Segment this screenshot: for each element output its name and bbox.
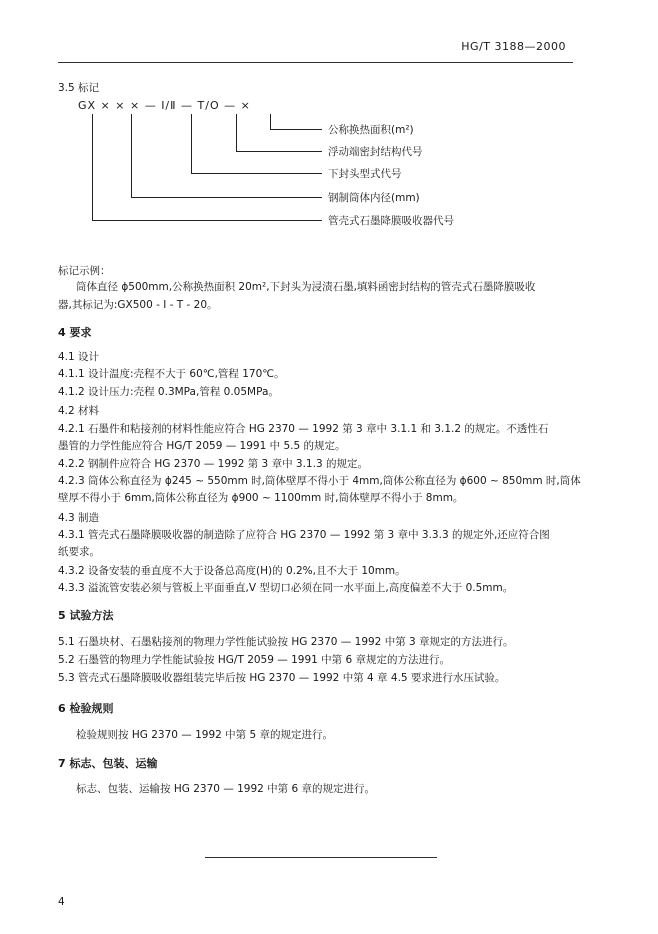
- header-rule: [58, 62, 573, 63]
- clause-4-3-3: 4.3.3 溢流管安装必须与管板上平面垂直,V 型切口必须在同一水平面上,高度偏差不大于 0.5mm。: [58, 582, 514, 594]
- section-6-heading: 6 检验规则: [58, 702, 114, 715]
- clause-4-3-2: 4.3.2 设备安装的垂直度不大于设备总高度(H)的 0.2%,且不大于 10mm。: [58, 565, 406, 577]
- clause-4-2-2: 4.2.2 钢制件应符合 HG 2370 — 1992 第 3 章中 3.1.3 的规定。: [58, 458, 368, 470]
- clause-4-2-1-line-1: 4.2.1 石墨件和粘接剂的材料性能应符合 HG 2370 — 1992 第 3 章中 3.1.1 和 3.1.2 的规定。不透性石: [58, 423, 549, 435]
- example-line-1: 筒体直径 ϕ500mm,公称换热面积 20m²,下封头为浸渍石墨,填料函密封结构的管壳式石墨降膜吸收: [76, 281, 536, 293]
- section-5-heading: 5 试验方法: [58, 609, 114, 622]
- marking-label-type: 管壳式石墨降膜吸收器代号: [328, 215, 454, 227]
- clause-4-3-1-line-1: 4.3.1 管壳式石墨降膜吸收器的制造除了应符合 HG 2370 — 1992 第 3 章中 3.3.3 的规定外,还应符合图: [58, 529, 550, 541]
- marking-label-seal: 浮动端密封结构代号: [328, 146, 423, 158]
- marking-label-diameter: 钢制筒体内径(mm): [328, 192, 420, 204]
- clause-4-2-3-line-2: 壁厚不得小于 6mm,筒体公称直径为 ϕ900 ~ 1100mm 时,筒体壁厚不得小于 8mm。: [58, 492, 464, 504]
- clause-5-3: 5.3 管壳式石墨降膜吸收器组装完毕后按 HG 2370 — 1992 中第 4 章 4.5 要求进行水压试验。: [58, 672, 506, 684]
- page-number: 4: [58, 896, 65, 908]
- section-7-body: 标志、包装、运输按 HG 2370 — 1992 中第 6 章的规定进行。: [76, 783, 376, 795]
- standard-code: HG/T 3188—2000: [461, 40, 566, 53]
- marking-label-area: 公称换热面积(m²): [328, 124, 414, 136]
- marking-label-head: 下封头型式代号: [328, 168, 402, 180]
- section-4-3-heading: 4.3 制造: [58, 512, 100, 524]
- clause-4-2-3-line-1: 4.2.3 筒体公称直径为 ϕ245 ~ 550mm 时,筒体壁厚不得小于 4mm,筒体公称直径为 ϕ600 ~ 850mm 时,筒体: [58, 475, 581, 487]
- section-4-1-heading: 4.1 设计: [58, 351, 100, 363]
- section-6-body: 检验规则按 HG 2370 — 1992 中第 5 章的规定进行。: [76, 729, 334, 741]
- clause-5-1: 5.1 石墨块材、石墨粘接剂的物理力学性能试验按 HG 2370 — 1992 中第 3 章规定的方法进行。: [58, 636, 514, 648]
- section-4-heading: 4 要求: [58, 326, 92, 339]
- clause-4-3-1-line-2: 纸要求。: [58, 546, 100, 558]
- example-line-2: 器,其标记为:GX500 - Ⅰ - T - 20。: [58, 299, 218, 311]
- section-4-2-heading: 4.2 材料: [58, 405, 100, 417]
- clause-4-1-2: 4.1.2 设计压力:壳程 0.3MPa,管程 0.05MPa。: [58, 386, 279, 398]
- end-rule: [205, 857, 437, 858]
- example-title: 标记示例：: [58, 265, 111, 277]
- section-7-heading: 7 标志、包装、运输: [58, 757, 158, 770]
- marking-code: GX × × × — Ⅰ/Ⅱ — T/O — ×: [78, 99, 251, 112]
- section-3-5-heading: 3.5 标记: [58, 82, 100, 94]
- clause-4-1-1: 4.1.1 设计温度:壳程不大于 60℃,管程 170℃。: [58, 368, 285, 380]
- clause-5-2: 5.2 石墨管的物理力学性能试验按 HG/T 2059 — 1991 中第 6 章规定的方法进行。: [58, 654, 451, 666]
- clause-4-2-1-line-2: 墨管的力学性能应符合 HG/T 2059 — 1991 中 5.5 的规定。: [58, 440, 346, 452]
